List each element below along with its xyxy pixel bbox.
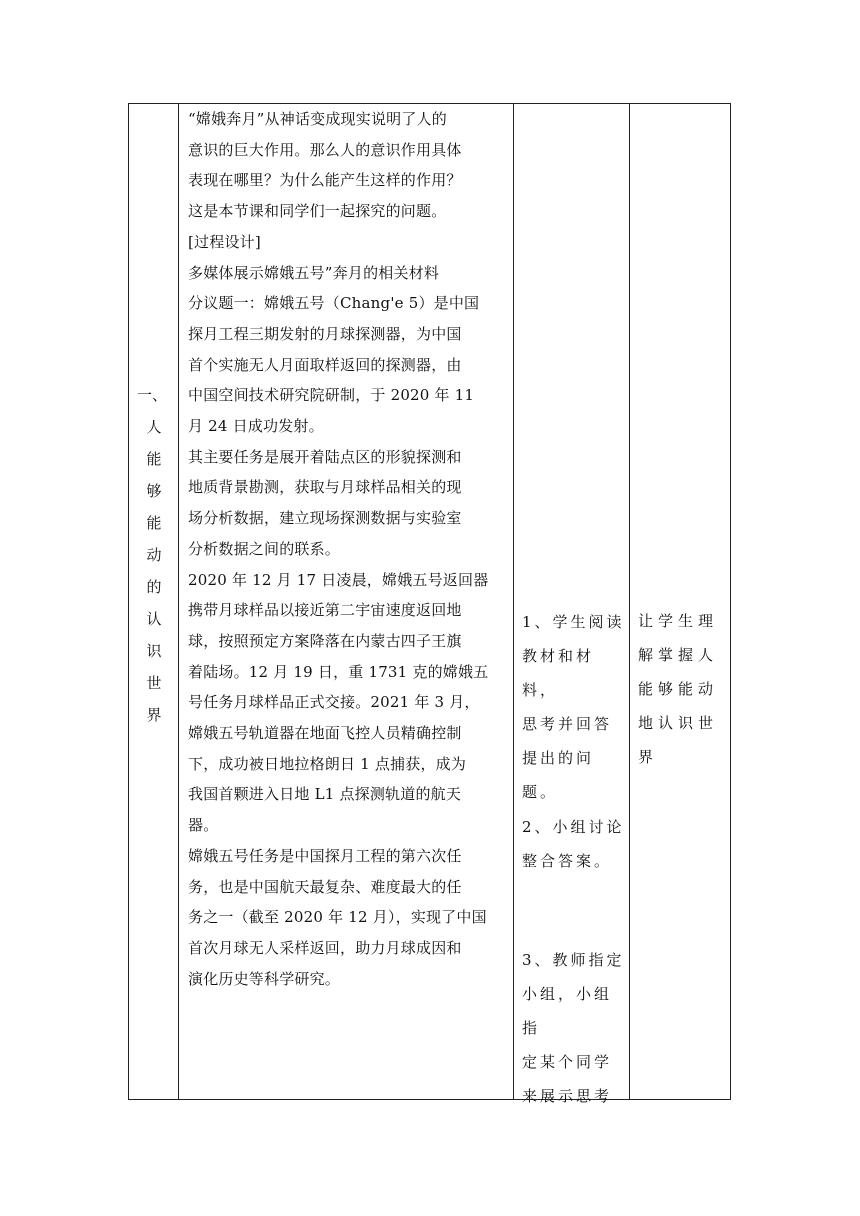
activity-line: 思考并回答 (522, 715, 613, 733)
content-line: 首个实施无人月面取样返回的探测器，由 (188, 355, 462, 374)
content-line: [过程设计] (188, 232, 261, 251)
student-activity-1 (522, 605, 628, 809)
content-line: 2020 年 12 月 17 日凌晨，嫦娥五号返回器 (188, 570, 489, 589)
activity-line: 整合答案。 (522, 852, 613, 870)
section-title-char: 界 (146, 706, 162, 724)
section-title-char: 的 (146, 578, 162, 596)
section-title-char: 认 (146, 610, 162, 628)
content-line: 这是本节课和同学们一起探究的问题。 (188, 202, 447, 221)
design-intent (638, 604, 728, 774)
section-title-char: 够 (146, 482, 162, 500)
content-line: 意识的巨大作用。那么人的意识作用具体 (188, 140, 462, 159)
intent-line: 地认识世 (638, 714, 719, 732)
content-line: 分议题一：嫦娥五号（Chang'e 5）是中国 (188, 294, 480, 313)
content-line: 首次月球无人采样返回，助力月球成因和 (188, 938, 462, 957)
activity-line: 2、小组讨论 (522, 818, 625, 836)
content-line: 嫦娥五号任务是中国探月工程的第六次任 (188, 846, 462, 865)
content-line: 表现在哪里？为什么能产生这样的作用？ (188, 171, 462, 190)
content-line: 球，按照预定方案降落在内蒙古四子王旗 (188, 631, 462, 650)
content-line: 月 24 日成功发射。 (188, 417, 324, 436)
content-line: 探月工程三期发射的月球探测器，为中国 (188, 324, 462, 343)
content-line: 务之一（截至 2020 年 12 月），实现了中国 (188, 908, 487, 927)
activity-line: 1、学生阅读 (522, 613, 625, 631)
content-line: 号任务月球样品正式交接。2021 年 3 月， (188, 693, 480, 712)
content-line: 中国空间技术研究院研制，于 2020 年 11 (188, 386, 475, 405)
activity-line: 来展示思考 (522, 1087, 613, 1105)
content-line: 下，成功被日地拉格朗日 1 点捕获，成为 (188, 754, 467, 773)
column-divider (629, 104, 630, 1099)
content-line: 务，也是中国航天最复杂、难度最大的任 (188, 877, 462, 896)
content-line: 分析数据之间的联系。 (188, 539, 341, 558)
content-line: 多媒体展示嫦娥五号”奔月的相关材料 (188, 263, 440, 282)
content-line: 我国首颗进入日地 L1 点探测轨道的航天 (188, 785, 462, 804)
student-activity-2 (522, 810, 628, 878)
activity-line: 定某个同学 (522, 1053, 613, 1071)
content-line: 着陆场。12 月 19 日，重 1731 克的嫦娥五 (188, 662, 489, 681)
column-divider (178, 104, 179, 1099)
content-line: 演化历史等科学研究。 (188, 969, 341, 988)
content-line: 嫦娥五号轨道器在地面飞控人员精确控制 (188, 724, 462, 743)
section-title-char: 世 (146, 674, 162, 692)
content-line: 场分析数据，建立现场探测数据与实验室 (188, 509, 462, 528)
intent-line: 解掌握人 (638, 646, 719, 664)
content-line: 其主要任务是展开着陆点区的形貌探测和 (188, 447, 462, 466)
section-title-char: 识 (146, 642, 162, 660)
section-title (137, 379, 171, 731)
content-line: 地质背景勘测，获取与月球样品相关的现 (188, 478, 462, 497)
activity-line: 教材和材料， (522, 647, 595, 699)
intent-line: 能够能动 (638, 680, 719, 698)
content-line: 携带月球样品以接近第二宇宙速度返回地 (188, 601, 462, 620)
content-line: “嫦娥奔月”从神话变成现实说明了人的 (188, 110, 447, 128)
section-title-char: 能 (146, 450, 162, 468)
activity-line: 3、教师指定 (522, 951, 625, 969)
activity-line: 小组，小组指 (522, 985, 613, 1037)
student-activity-3 (522, 943, 628, 1113)
section-title-char: 人 (146, 418, 162, 436)
content-line: 器。 (188, 816, 219, 835)
teaching-content (188, 104, 514, 994)
intent-line: 界 (638, 748, 659, 766)
section-title-char: 动 (146, 546, 162, 564)
intent-line: 让学生理 (638, 612, 719, 630)
section-title-char: 能 (146, 514, 162, 532)
lesson-table (128, 103, 731, 1105)
activity-line: 提出的问题。 (522, 749, 595, 801)
section-title-char: 一、 (137, 386, 168, 404)
